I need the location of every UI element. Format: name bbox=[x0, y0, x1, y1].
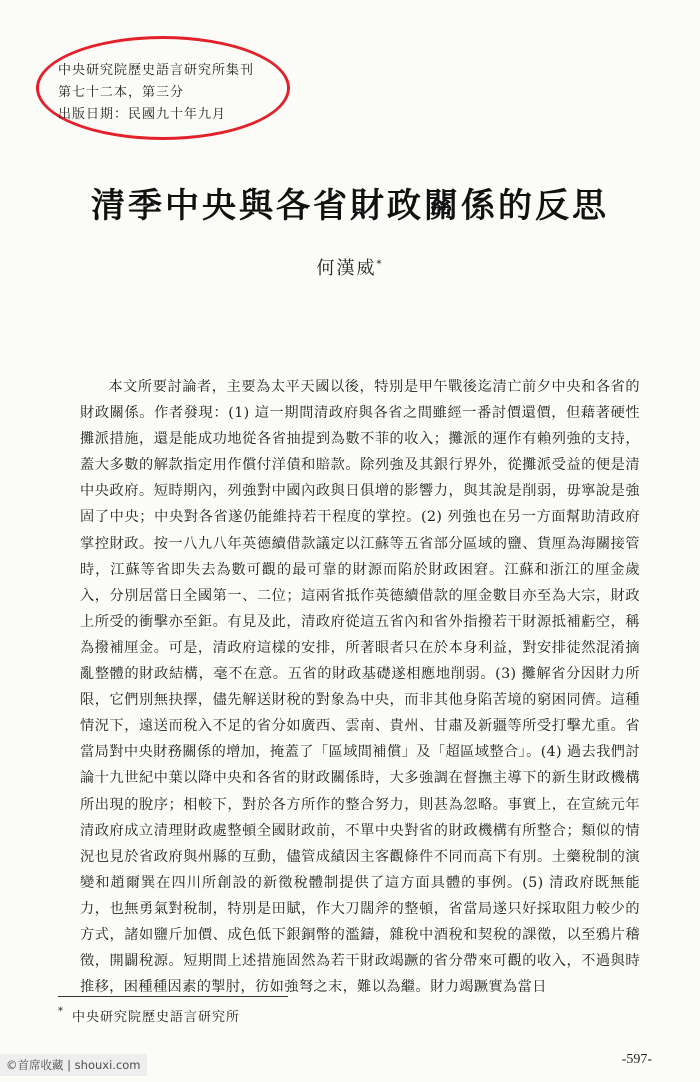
footnote-divider bbox=[58, 996, 288, 997]
publication-date: 出版日期：民國九十年九月 bbox=[58, 107, 227, 122]
page-number: -597- bbox=[621, 1052, 652, 1067]
author-line bbox=[0, 254, 700, 280]
author-footnote-mark: * bbox=[376, 259, 384, 270]
publication-header bbox=[58, 60, 254, 126]
footnote-mark: * bbox=[58, 1006, 64, 1017]
volume-info: 第七十二本，第三分 bbox=[58, 85, 185, 100]
footnote bbox=[58, 1006, 240, 1025]
author-name: 何漢威 bbox=[316, 258, 377, 279]
article-title: 清季中央與各省財政關係的反思 bbox=[91, 186, 609, 226]
footnote-text: 中央研究院歷史語言研究所 bbox=[72, 1010, 241, 1025]
abstract-body: 本文所要討論者，主要為太平天國以後，特別是甲午戰後迄清亡前夕中央和各省的財政關係。作者發現：(1) 這一期間清政府與各省之間雖經一番討價還價，但藉著硬性攤派措施，還是能成功地從各省抽提到為數不菲的收入；攤派的運作有賴列強的支持，蓋大多數的解款指定用作償付洋債和賠款。除列強及其銀行界外，從攤派受益的便是清中央政府。短時期內，列強對中國內政與日俱增的影響力，與其說是削弱，毋寧說是強固了中央；中央對各省遂仍能維持若干程度的掌控。(2) 列強也在另一方面幫助清政府掌控財政。按一八九八年英德續借款議定以江蘇等五省部分區域的鹽、貨厘為海關接管時，江蘇等省即失去為數可觀的最可靠的財源而陷於財政困窘。江蘇和浙江的厘金歲入，分別居當日全國第一、二位；這兩省抵作英德續借款的厘金數目亦至為大宗，財政上所受的衝擊亦至鉅。有見及此，清政府從這五省內和省外指撥若干財源抵補虧空，稱為撥補厘金。可是，清政府這樣的安排，所著眼者只在於本身利益，對安排徒然混淆摘亂整體的財政結構，毫不在意。五省的財政基礎遂相應地削弱。(3) 攤解省分因財力所限，它們別無抉擇，儘先解送財稅的對象為中央，而非其他身陷苦境的窮困同儕。這種情況下，遠送而稅入不足的省分如廣西、雲南、貴州、甘肅及新疆等所受打擊尤重。省當局對中央財務關係的增加，掩蓋了「區域間補償」及「超區域整合」。(4) 過去我們討論十九世紀中葉以降中央和各省的財政關係時，大多強調在督撫主導下的新生財政機構所出現的脫序；相較下，對於各方所作的整合努力，則甚為忽略。事實上，在宣統元年清政府成立清理財政處整頓全國財政前，不單中央對省的財政機構有所整合；類似的情況也見於省政府與州縣的互動，儘管成績因主客觀條件不同而高下有別。土藥稅制的演變和趙爾巽在四川所創設的新徵稅體制提供了這方面具體的事例。(5) 清政府既無能力，也無勇氣對稅制，特別是田賦，作大刀闊斧的整頓，省當局遂只好採取阻力較少的方式，諸如鹽斤加價、成色低下銀銅幣的濫鑄，雜稅中酒稅和契稅的課徵，以至鴉片稽徵，開闢稅源。短期間上述措施固然為若干財政竭蹶的省分帶來可觀的收入，不過與時推移，困種種因素的掣肘，彷如強弩之末，難以為繼。財力竭蹶實為當日 bbox=[80, 379, 640, 996]
journal-name: 中央研究院歷史語言研究所集刊 bbox=[58, 63, 255, 78]
site-watermark: ©首席收藏 | shouxi.com bbox=[0, 1054, 147, 1076]
